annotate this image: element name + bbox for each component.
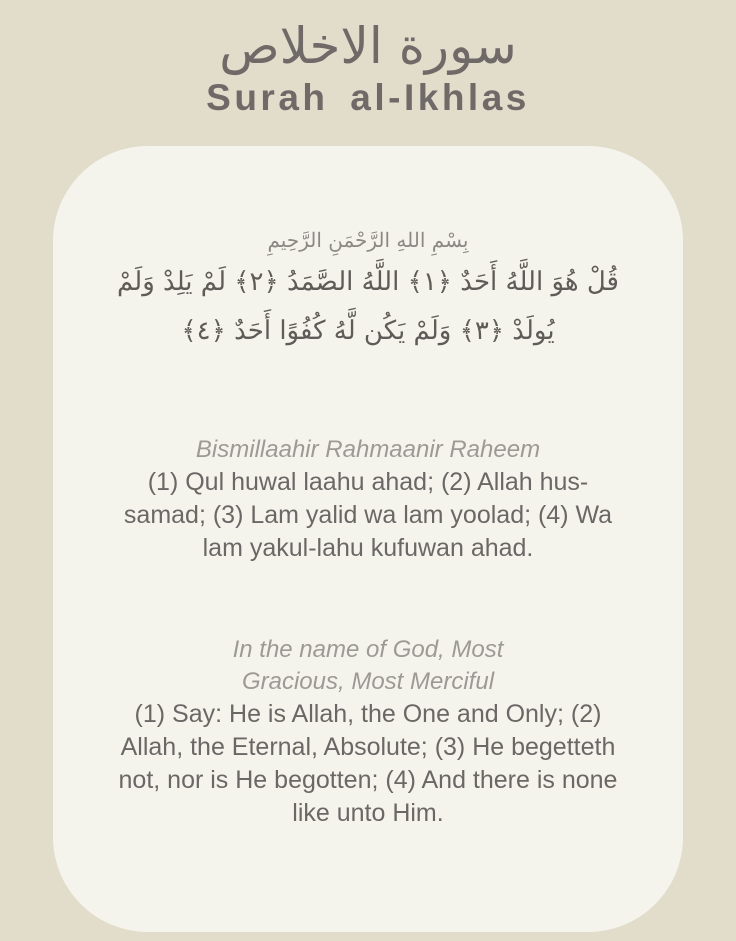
translation-basmala: In the name of God, Most Gracious, Most Merciful: [232, 636, 504, 695]
transliteration-block: [53, 434, 683, 565]
surah-title-arabic: سورة الاخلاص: [219, 17, 517, 75]
translation-block: [53, 634, 683, 830]
surah-card: [53, 146, 683, 932]
arabic-text-block: [53, 222, 683, 356]
translation-verses: (1) Say: He is Allah, the One and Only; (2) Allah, the Eternal, Absolute; (3) He begetteth not, nor is He begotten; (4) And there is none like unto Him.: [118, 700, 618, 827]
transliteration-verses: (1) Qul huwal laahu ahad; (2) Allah hus-samad; (3) Lam yalid wa lam yoolad; (4) Wa lam yakul-lahu kufuwan ahad.: [123, 468, 613, 562]
page-header: [0, 14, 736, 118]
arabic-verses: قُلْ هُوَ اللَّهُ أَحَدٌ ﴿١﴾ اللَّهُ الصَّمَدُ ﴿٢﴾ لَمْ يَلِدْ وَلَمْ يُولَدْ ﴿٣﴾ وَلَمْ يَكُن لَّهُ كُفُوًا أَحَدٌ ﴿٤﴾: [117, 267, 619, 346]
arabic-basmala: بِسْمِ اللهِ الرَّحْمَنِ الرَّحِيمِ: [267, 228, 469, 252]
transliteration-basmala: Bismillaahir Rahmaanir Raheem: [195, 436, 541, 463]
surah-title-english: Surah al-Ikhlas: [206, 77, 530, 118]
